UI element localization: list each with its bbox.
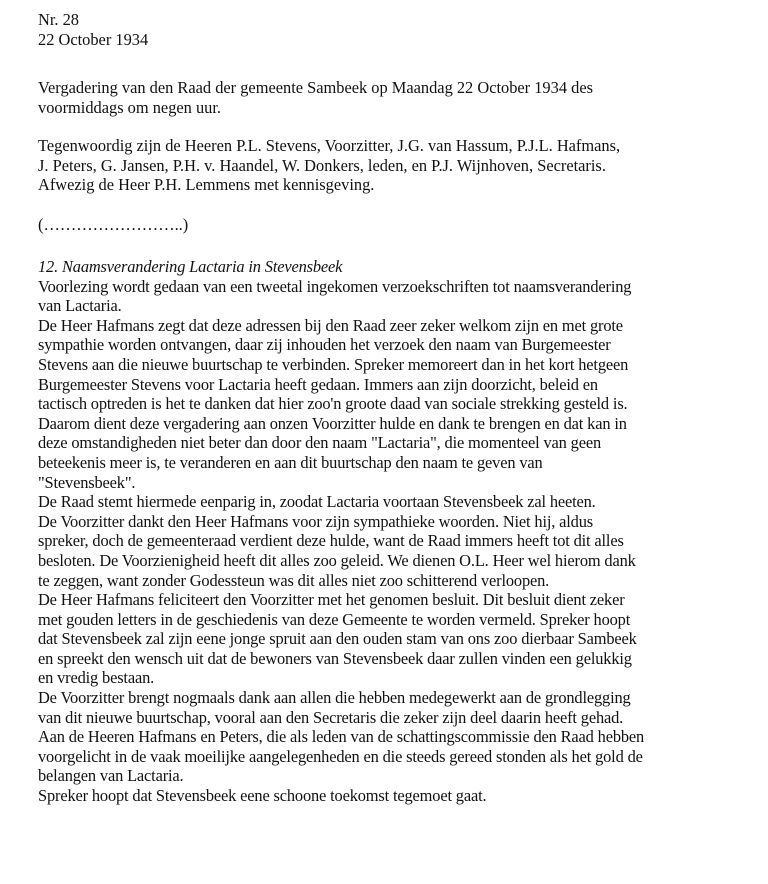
document-date: 22 October 1934 — [38, 29, 149, 49]
section-line: spreker, doch de gemeenteraad verdient deze hulde, want de Raad immers heeft tot dit alles — [38, 531, 624, 551]
attendance-line: J. Peters, G. Jansen, P.H. v. Haandel, W. Donkers, leden, en P.J. Wijnhoven, Secretaris. — [38, 155, 606, 175]
section-line: De Heer Hafmans zegt dat deze adressen bij den Raad zeer zeker welkom zijn en met grote — [38, 315, 623, 335]
agenda-section — [38, 257, 758, 806]
intro-line: Vergadering van den Raad der gemeente Sambeek op Maandag 22 October 1934 des — [38, 78, 593, 97]
section-line: van Lactaria. — [38, 296, 122, 316]
document-number: Nr. 28 — [38, 10, 79, 29]
section-line: tactisch optreden is het te danken dat hier zoo'n groote daad van sociale strekking gesteld is. — [38, 394, 628, 414]
omission-marker-block — [38, 215, 758, 235]
section-line: Aan de Heeren Hafmans en Peters, die als leden van de schattingscommissie den Raad hebben — [38, 727, 645, 747]
section-line: belangen van Lactaria. — [38, 766, 184, 786]
section-line: besloten. De Voorzienigheid heeft dit alles zoo geleid. We dienen O.L. Heer wel hierom dank — [38, 550, 636, 570]
section-line: dat Stevensbeek zal zijn eene jonge spruit aan den ouden stam van ons zoo dierbaar Sambeek — [38, 629, 637, 649]
intro-line: voormiddags om negen uur. — [38, 97, 222, 117]
attendance-paragraph — [38, 136, 758, 195]
section-line: beteekenis meer is, te veranderen en aan dit buurtschap den naam te geven van — [38, 452, 543, 472]
section-line: Voorlezing wordt gedaan van een tweetal ingekomen verzoekschriften tot naamsverandering — [38, 276, 632, 296]
section-line: De Voorzitter dankt den Heer Hafmans voor zijn sympathieke woorden. Niet hij, aldus — [38, 511, 594, 531]
section-line: "Stevensbeek". — [38, 472, 136, 492]
section-line: Daarom dient deze vergadering aan onzen Voorzitter hulde en dank te brengen en dat kan in — [38, 413, 627, 433]
section-line: en vredig bestaan. — [38, 668, 155, 688]
section-line: De Voorzitter brengt nogmaals dank aan allen die hebben medegewerkt aan de grondlegging — [38, 688, 631, 708]
document-header — [38, 10, 758, 49]
section-line: Burgemeester Stevens voor Lactaria heeft gedaan. Immers aan zijn doorzicht, beleid en — [38, 374, 598, 394]
section-line: Spreker hoopt dat Stevensbeek eene schoone toekomst tegemoet gaat. — [38, 786, 487, 806]
section-heading: 12. Naamsverandering Lactaria in Stevensbeek — [38, 257, 343, 276]
section-line: Stevens aan die nieuwe buurtschap te verbinden. Spreker memoreert dan in het kort hetgeen — [38, 354, 629, 374]
omission-marker: (……………………..) — [38, 215, 189, 234]
section-line: met gouden letters in de geschiedenis van deze Gemeente te worden vermeld. Spreker hoopt — [38, 609, 631, 629]
meeting-intro — [38, 78, 758, 117]
section-line: sympathie worden ontvangen, daar zij inhouden het verzoek den naam van Burgemeester — [38, 335, 611, 355]
section-line: en spreekt den wensch uit dat de bewoners van Stevensbeek daar zullen vinden een gelukkig — [38, 648, 632, 668]
section-line: De Raad stemt hiermede eenparig in, zoodat Lactaria voortaan Stevensbeek zal heeten. — [38, 492, 596, 512]
section-line: deze omstandigheden niet beter dan door den naam "Lactaria", die momenteel van geen — [38, 433, 601, 453]
attendance-line: Afwezig de Heer P.H. Lemmens met kennisgeving. — [38, 175, 375, 195]
section-line: van dit nieuwe buurtschap, vooral aan den Secretaris die zeker zijn deel daarin heeft gehad. — [38, 707, 624, 727]
section-line: voorgelicht in de vaak moeilijke aangelegenheden en die steeds gereed stonden als het gold de — [38, 746, 643, 766]
section-line: te zeggen, want zonder Godessteun was dit alles niet zoo schitterend verloopen. — [38, 570, 550, 590]
section-line: De Heer Hafmans feliciteert den Voorzitter met het genomen besluit. Dit besluit dient zeker — [38, 590, 625, 610]
attendance-line: Tegenwoordig zijn de Heeren P.L. Stevens, Voorzitter, J.G. van Hassum, P.J.L. Hafmans, — [38, 136, 621, 155]
